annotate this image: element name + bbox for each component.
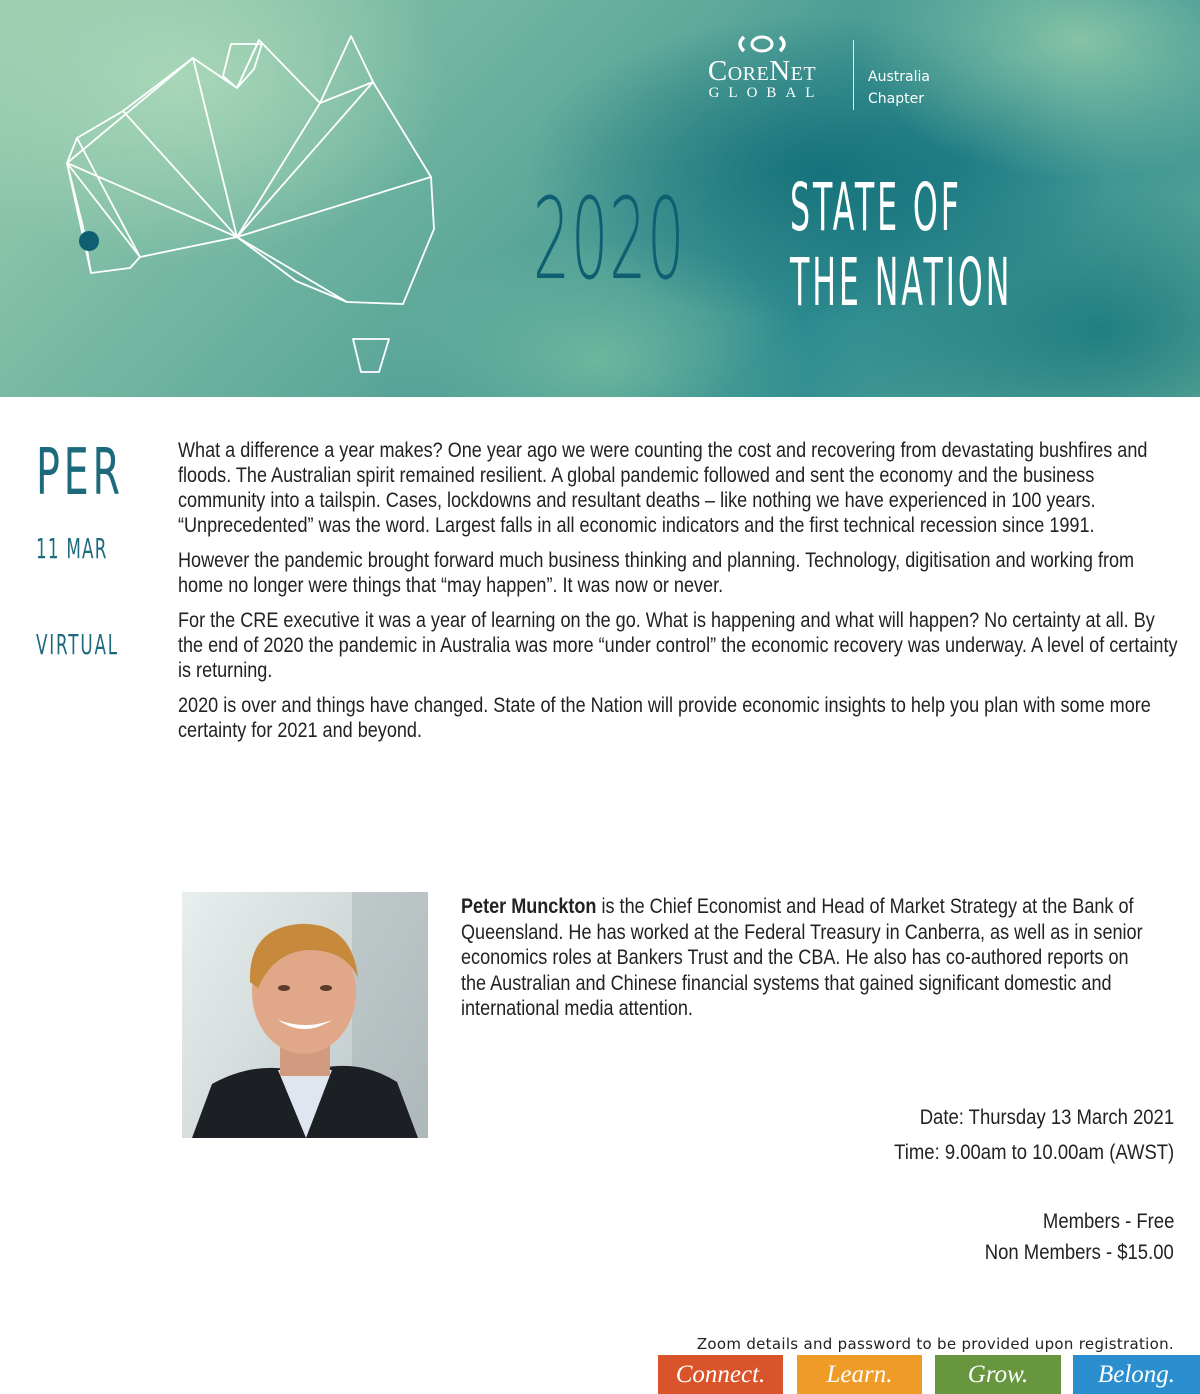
intro-paragraph: For the CRE executive it was a year of learning on the go. What is happening and what will happen? No certainty at all. By the end of 2020 the pandemic in Australia was more “under control” the economic recovery was underway. A level of certainty is returning. <box>178 609 1178 682</box>
intro-paragraph: However the pandemic brought forward much business thinking and planning. Technology, digitisation and working from home no longer were things that “may happen”. It was now or never. <box>178 549 1135 597</box>
logo-subtitle: GLOBAL <box>708 85 824 101</box>
corenet-logo-icon <box>730 34 794 54</box>
non-member-price <box>959 1239 1174 1267</box>
non-member-price-text: Non Members - $15.00 <box>984 1241 1174 1264</box>
event-city: PER <box>36 436 124 510</box>
tagline-grow: Grow. <box>935 1355 1061 1394</box>
tagline-connect: Connect. <box>658 1355 783 1394</box>
intro-paragraph: 2020 is over and things have changed. State of the Nation will provide economic insights to help you plan with some more certainty for 2021 and beyond. <box>178 694 1151 742</box>
member-price-text: Members - Free <box>1042 1210 1174 1233</box>
event-year: 2020 <box>533 175 686 305</box>
event-date: 11 MAR <box>36 532 108 565</box>
speaker-portrait-icon <box>182 892 428 1138</box>
event-mode: VIRTUAL <box>36 628 119 661</box>
australia-map-graphic <box>0 0 460 397</box>
logo-divider <box>853 40 854 110</box>
intro-text <box>178 438 1178 753</box>
member-price <box>1025 1208 1174 1236</box>
chapter-label <box>868 66 930 110</box>
event-title-line-2: THE NATION <box>790 244 1013 321</box>
event-date-text: Date: Thursday 13 March 2021 <box>919 1106 1174 1129</box>
logo-wordmark: CoreNet <box>707 55 817 87</box>
event-time-text: Time: 9.00am to 10.00am (AWST) <box>893 1141 1174 1164</box>
speaker-photo <box>182 892 428 1138</box>
chapter-line-1: Australia <box>868 69 930 85</box>
intro-paragraph: What a difference a year makes? One year ago we were counting the cost and recovering from devastating bushfires and floods. The Australian spirit remained resilient. A global pandemic followed and sent the economy and the business community into a tailspin. Cases, lockdowns and resultant deaths – like nothing we have experienced in 100 years. “Unprecedented” was the word. Largest falls in all economic indicators and the first technical recession since 1991. <box>178 439 1148 537</box>
speaker-bio-text: is the Chief Economist and Head of Market Strategy at the Bank of Queensland. He has worked at the Federal Treasury in Canberra, as well as in senior economics roles at Bankers Trust and the CBA. He also has co-authored reports on the Australian and Chinese financial systems that gained significant domestic and international media attention. <box>461 895 1143 1020</box>
tagline-belong: Belong. <box>1073 1355 1200 1394</box>
speaker-name: Peter Munckton <box>461 895 597 918</box>
event-title <box>790 170 1012 320</box>
event-date-detail <box>885 1104 1174 1132</box>
registration-note: Zoom details and password to be provided upon registration. <box>696 1335 1174 1353</box>
corenet-logo <box>676 34 848 100</box>
event-title-line-1: STATE OF <box>790 169 962 246</box>
tagline-learn: Learn. <box>797 1355 922 1394</box>
speaker-bio <box>461 894 1149 1022</box>
chapter-line-2: Chapter <box>868 91 924 107</box>
event-time-detail <box>856 1139 1174 1167</box>
location-dot-icon <box>79 231 99 251</box>
header-banner <box>0 0 1200 397</box>
